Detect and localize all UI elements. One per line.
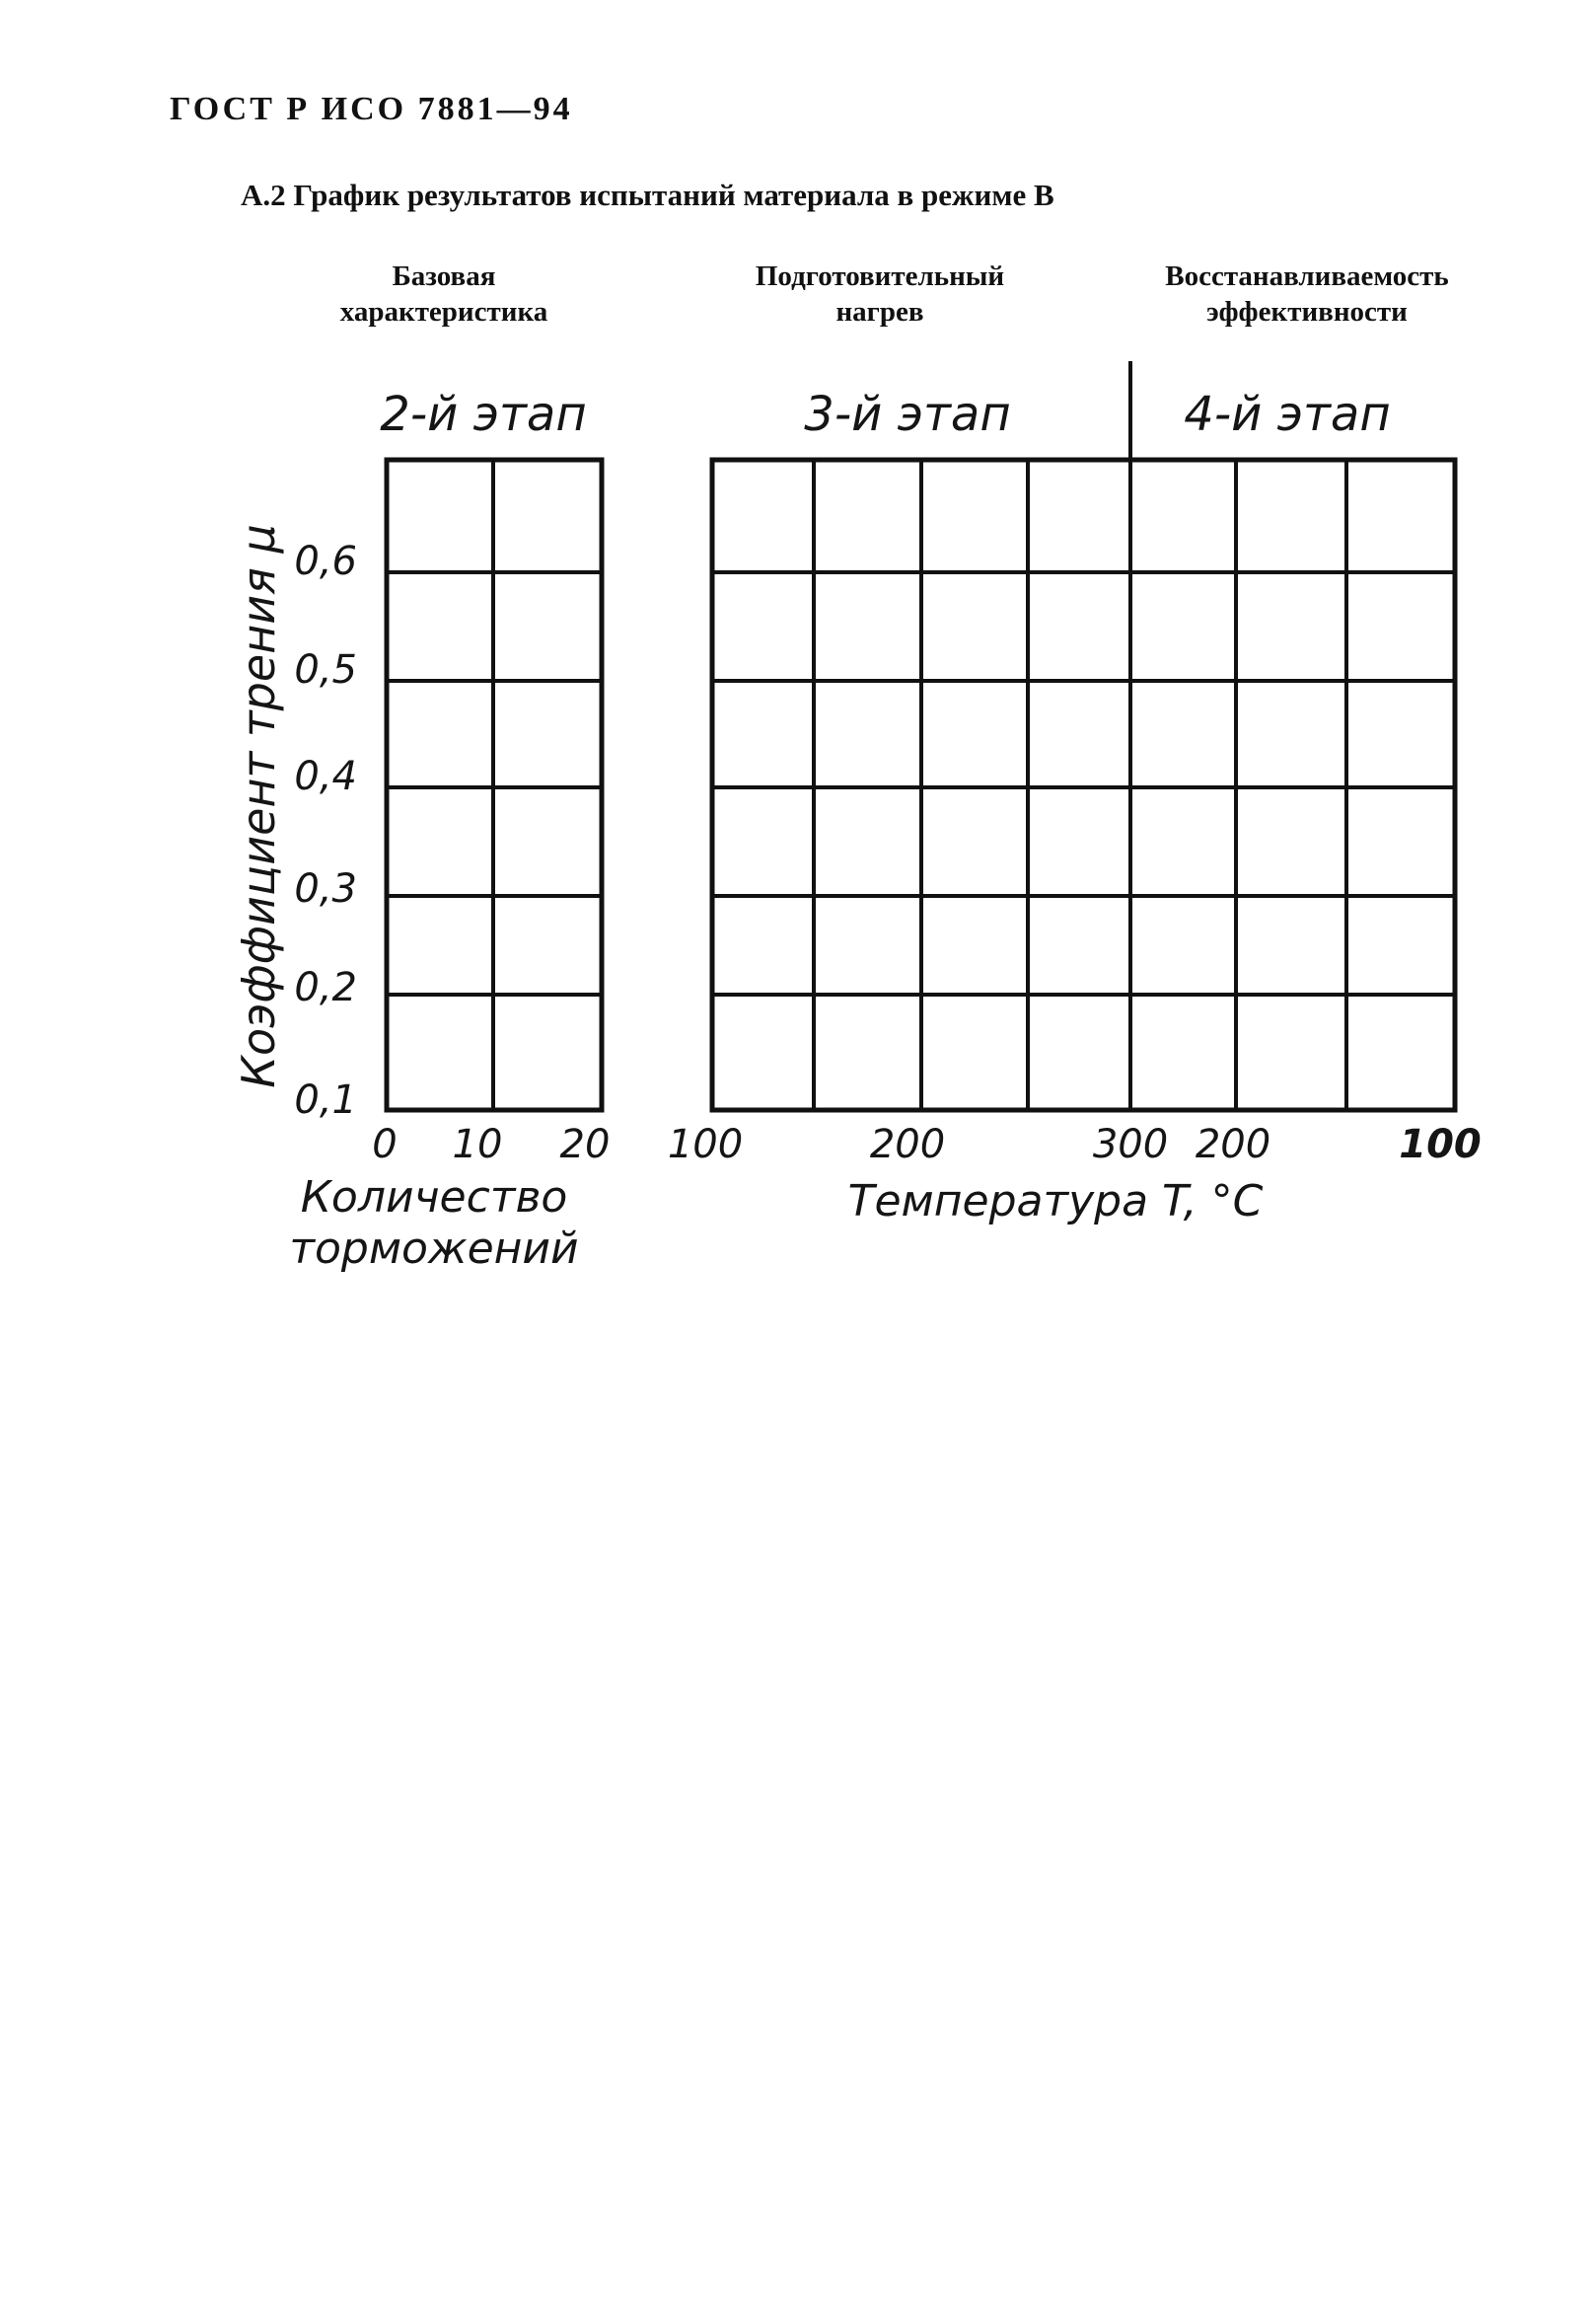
x-tick-label: 200 <box>869 1122 946 1167</box>
y-tick-label: 0,3 <box>294 866 357 912</box>
x-tick-label: 300 <box>1092 1122 1169 1167</box>
y-axis-caption: Коэффициент трения μ <box>232 524 285 1088</box>
phase-label-preheat-line2: нагрев <box>835 296 924 328</box>
y-tick-label: 0,6 <box>294 539 357 584</box>
phase-label-baseline-line1: Базовая <box>392 260 496 292</box>
section-title: А.2 График результатов испытаний материала в режиме В <box>241 178 1054 212</box>
y-tick-label: 0,2 <box>294 965 357 1010</box>
stage-label-2: 2-й этап <box>380 387 587 442</box>
x-axis-caption-line2: торможений <box>289 1224 579 1274</box>
grid-panel-braking-count <box>387 460 602 1110</box>
phase-label-recovery-line2: эффективности <box>1206 296 1408 328</box>
x-tick-label: 100 <box>1399 1122 1482 1167</box>
phase-label-baseline-line2: характеристика <box>339 296 548 328</box>
x-tick-label: 10 <box>452 1122 503 1167</box>
x-tick-label: 20 <box>559 1122 611 1167</box>
x-tick-label: 0 <box>372 1122 398 1167</box>
x-axis-caption-braking-count <box>286 1172 582 1275</box>
grid-frame <box>712 460 1455 1110</box>
x-tick-label: 100 <box>667 1122 744 1167</box>
x-tick-label: 200 <box>1195 1122 1271 1167</box>
y-tick-label: 0,4 <box>294 754 357 799</box>
y-tick-label: 0,5 <box>294 647 357 693</box>
phase-label-recovery-line1: Восстанавливаемость <box>1165 260 1449 292</box>
phase-label-preheat-line1: Подготовительный <box>755 260 1005 292</box>
x-axis-caption-temperature: Температура T, °C <box>847 1176 1264 1226</box>
grid-panel-temperature <box>712 460 1455 1110</box>
stage-label-4: 4-й этап <box>1184 387 1391 442</box>
stage-label-3: 3-й этап <box>804 387 1011 442</box>
y-tick-label: 0,1 <box>294 1077 357 1123</box>
document-header: ГОСТ Р ИСО 7881—94 <box>170 91 573 127</box>
x-axis-caption-line1: Количество <box>300 1172 568 1223</box>
